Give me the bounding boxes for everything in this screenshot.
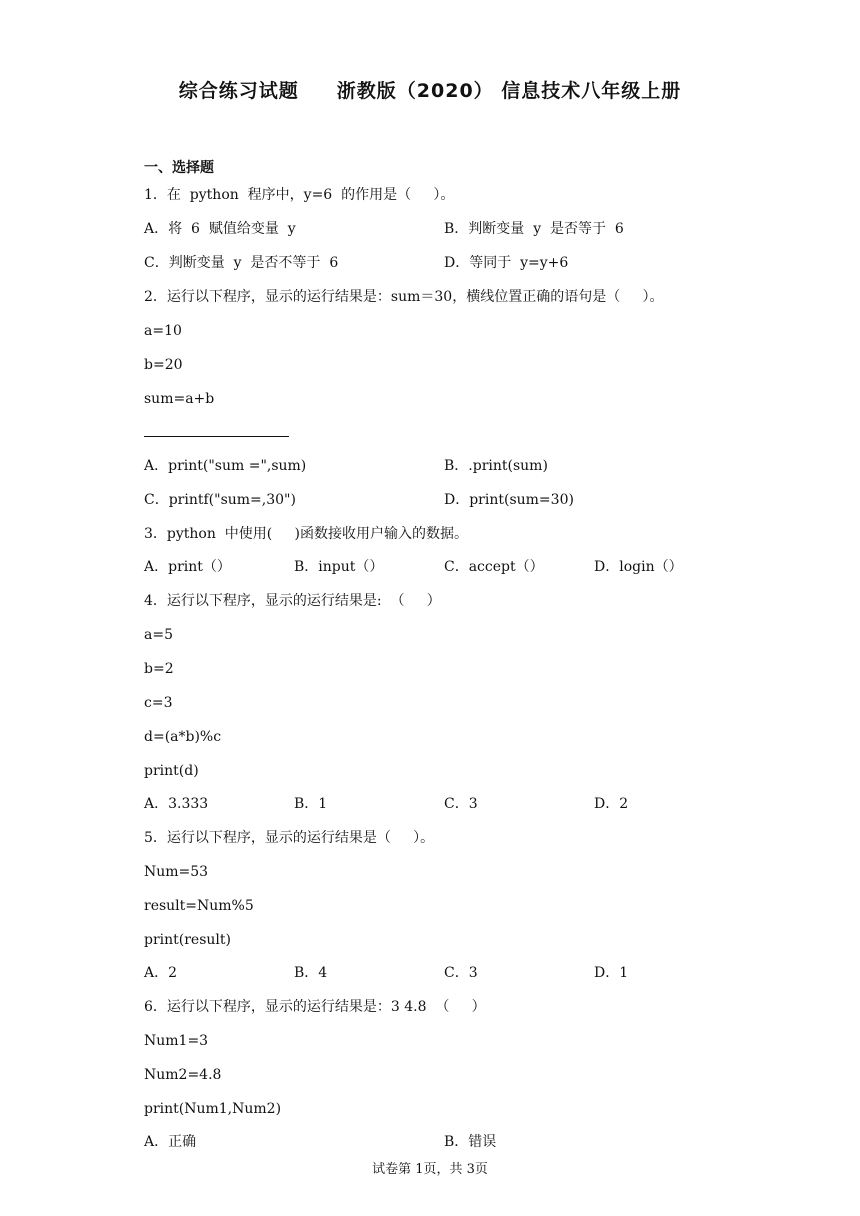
q5-code-line-1: Num=53 bbox=[144, 864, 209, 880]
section-heading: 一、选择题 bbox=[144, 160, 214, 176]
q2-option-b: B．.print(sum) bbox=[444, 458, 548, 474]
q4-code-line-4: d=(a*b)%c bbox=[144, 729, 222, 745]
question-4-stem: 4．运行以下程序，显示的运行结果是: （ ） bbox=[144, 593, 441, 609]
q3-option-c: C．accept（） bbox=[444, 559, 544, 575]
q4-option-c: C．3 bbox=[444, 796, 478, 812]
q4-option-d: D．2 bbox=[594, 796, 629, 812]
q1-option-b: B．判断变量 y 是否等于 6 bbox=[444, 221, 624, 237]
q6-option-a: A．正确 bbox=[144, 1134, 197, 1150]
q4-option-a: A．3.333 bbox=[144, 796, 209, 812]
q2-code-line-2: b=20 bbox=[144, 357, 183, 373]
question-6-stem: 6．运行以下程序，显示的运行结果是：3 4.8 （ ） bbox=[144, 999, 486, 1015]
q1-option-c: C．判断变量 y 是否不等于 6 bbox=[144, 255, 339, 271]
question-5-stem: 5．运行以下程序，显示的运行结果是（ ）。 bbox=[144, 830, 435, 846]
q4-code-line-3: c=3 bbox=[144, 695, 173, 711]
page-footer: 试卷第 1页，共 3页 bbox=[372, 1162, 488, 1177]
question-2-stem: 2．运行以下程序，显示的运行结果是：sum＝30，横线位置正确的语句是（ ）。 bbox=[144, 289, 664, 305]
q2-answer-blank bbox=[144, 436, 289, 437]
question-1-stem: 1．在 python 程序中，y=6 的作用是（ ）。 bbox=[144, 187, 455, 203]
q6-code-line-1: Num1=3 bbox=[144, 1033, 209, 1049]
q2-code-line-1: a=10 bbox=[144, 323, 182, 339]
q4-code-line-1: a=5 bbox=[144, 627, 173, 643]
q2-option-c: C．printf("sum=,30") bbox=[144, 492, 296, 508]
q2-code-line-3: sum=a+b bbox=[144, 391, 215, 407]
q4-code-line-2: b=2 bbox=[144, 661, 174, 677]
q6-code-line-2: Num2=4.8 bbox=[144, 1067, 222, 1083]
document-title: 综合练习试题 浙教版（2020） 信息技术八年级上册 bbox=[178, 80, 682, 102]
q5-code-line-3: print(result) bbox=[144, 932, 231, 948]
q5-option-d: D．1 bbox=[594, 965, 629, 981]
q1-option-a: A．将 6 赋值给变量 y bbox=[144, 221, 296, 237]
q2-option-a: A．print("sum =",sum) bbox=[144, 458, 307, 474]
q4-code-line-5: print(d) bbox=[144, 763, 199, 779]
q3-option-b: B．input（） bbox=[294, 559, 384, 575]
q5-option-c: C．3 bbox=[444, 965, 478, 981]
q6-code-line-3: print(Num1,Num2) bbox=[144, 1101, 282, 1117]
q6-option-b: B．错误 bbox=[444, 1134, 497, 1150]
q4-option-b: B．1 bbox=[294, 796, 328, 812]
question-3-stem: 3．python 中使用( )函数接收用户输入的数据。 bbox=[144, 526, 468, 542]
q3-option-a: A．print（） bbox=[144, 559, 231, 575]
q5-option-b: B．4 bbox=[294, 965, 328, 981]
q3-option-d: D．login（） bbox=[594, 559, 683, 575]
q2-option-d: D．print(sum=30) bbox=[444, 492, 574, 508]
q5-option-a: A．2 bbox=[144, 965, 178, 981]
q5-code-line-2: result=Num%5 bbox=[144, 898, 254, 914]
q1-option-d: D．等同于 y=y+6 bbox=[444, 255, 569, 271]
